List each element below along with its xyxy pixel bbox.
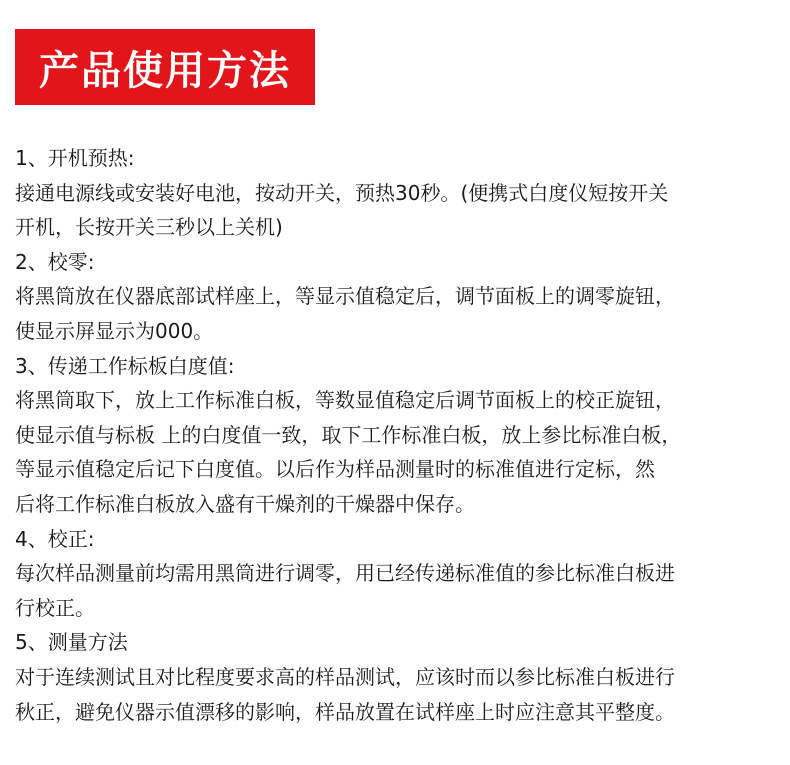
- step-3-text-line-1: 将黑筒取下，放上工作标准白板，等数显值稳定后调节面板上的校正旋钮，: [15, 388, 675, 413]
- step-2-text-line-1: 将黑筒放在仪器底部试样座上，等显示值稳定后，调节面板上的调零旋钮，: [15, 284, 675, 309]
- step-1-text-line-1: 接通电源线或安装好电池，按动开关，预热30秒。(便携式白度仪短按开关: [15, 180, 669, 205]
- step-4-text-line-2: 行校正。: [15, 595, 95, 620]
- step-2-text-line-2: 使显示屏显示为000。: [15, 318, 214, 343]
- step-5-text-line-2: 秋正，避免仪器示值漂移的影响，样品放置在试样座上时应注意其平整度。: [15, 699, 675, 724]
- step-5-text-line-1: 对于连续测试且对比程度要求高的样品测试，应该时而以参比标准白板进行: [15, 664, 675, 689]
- step-1-heading: 1、开机预热:: [15, 146, 135, 170]
- step-3-text-line-3: 等显示值稳定后记下白度值。以后作为样品测量时的标准值进行定标，然: [15, 457, 655, 482]
- step-4-heading: 4、校正:: [15, 526, 95, 551]
- page-title: 产品使用方法: [39, 47, 291, 94]
- step-2-heading: 2、校零:: [15, 249, 95, 274]
- instructions-body: [15, 141, 785, 729]
- step-4-text-line-1: 每次样品测量前均需用黑筒进行调零，用已经传递标准值的参比标准白板进: [15, 561, 675, 586]
- step-3-text-line-2: 使显示值与标板 上的白度值一致，取下工作标准白板，放上参比标准白板，: [15, 422, 682, 447]
- step-5-heading: 5、测量方法: [15, 630, 128, 655]
- title-banner: [15, 29, 315, 105]
- step-1-text-line-2: 开机，长按开关三秒以上关机): [15, 215, 283, 240]
- step-3-text-line-4: 后将工作标准白板放入盛有干燥剂的干燥器中保存。: [15, 491, 475, 516]
- step-3-heading: 3、传递工作标板白度值:: [15, 353, 235, 378]
